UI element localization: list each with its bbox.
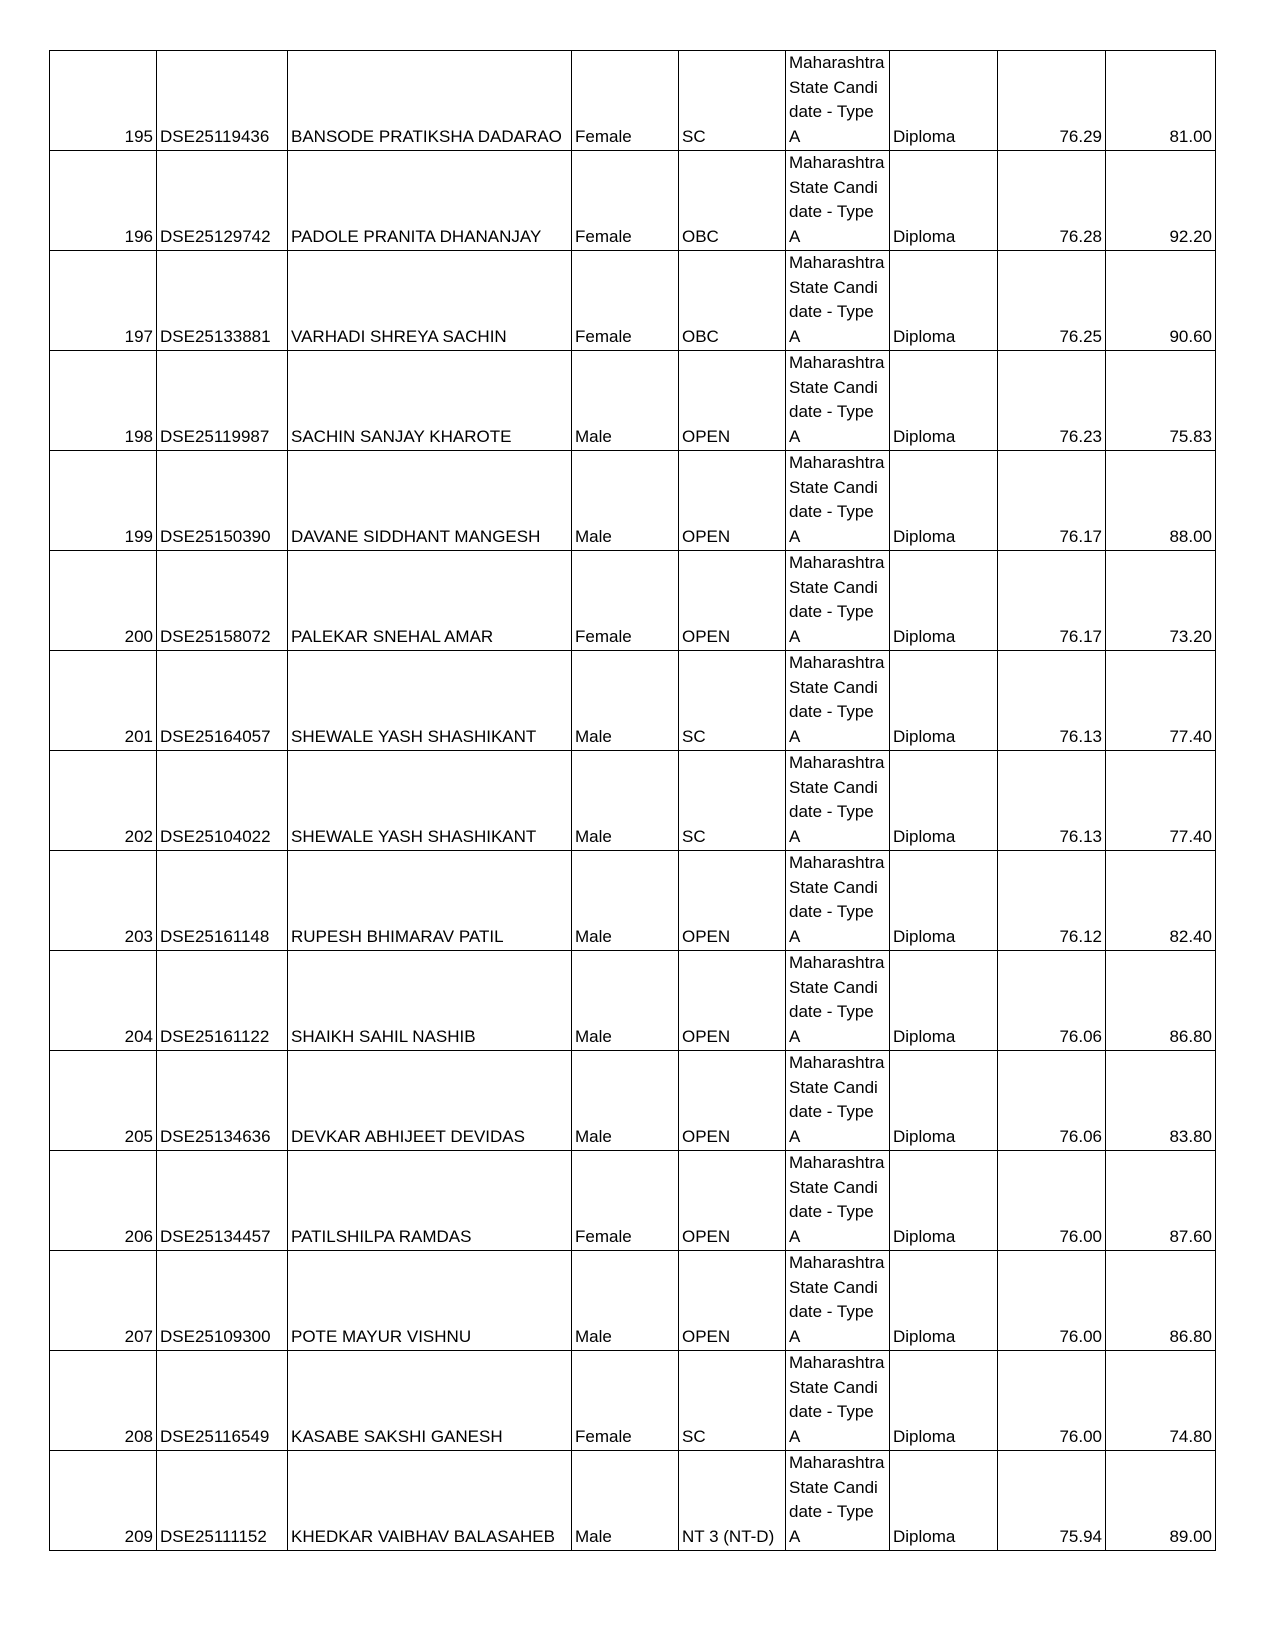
merit-score-cell: 76.17 xyxy=(998,551,1106,651)
candidature-type-cell: Maharashtra State Candidate - Type A xyxy=(786,351,890,451)
category-cell: OPEN xyxy=(679,351,786,451)
category-cell: SC xyxy=(679,651,786,751)
category-cell: SC xyxy=(679,51,786,151)
percentage-cell: 81.00 xyxy=(1106,51,1216,151)
table-row xyxy=(50,1451,1216,1551)
candidate-name-cell: POTE MAYUR VISHNU xyxy=(288,1251,572,1351)
serial-number-cell: 201 xyxy=(50,651,157,751)
qualification-cell: Diploma xyxy=(890,951,998,1051)
table-row xyxy=(50,1051,1216,1151)
table-body xyxy=(50,51,1216,1551)
candidature-type-cell: Maharashtra State Candidate - Type A xyxy=(786,751,890,851)
merit-score-cell: 76.00 xyxy=(998,1151,1106,1251)
candidate-name-cell: KASABE SAKSHI GANESH xyxy=(288,1351,572,1451)
merit-score-cell: 76.25 xyxy=(998,251,1106,351)
merit-score-cell: 76.29 xyxy=(998,51,1106,151)
candidature-type-cell: Maharashtra State Candidate - Type A xyxy=(786,451,890,551)
serial-number-cell: 209 xyxy=(50,1451,157,1551)
candidate-name-cell: BANSODE PRATIKSHA DADARAO xyxy=(288,51,572,151)
table-row xyxy=(50,551,1216,651)
category-cell: OPEN xyxy=(679,451,786,551)
percentage-cell: 83.80 xyxy=(1106,1051,1216,1151)
candidature-type-cell: Maharashtra State Candidate - Type A xyxy=(786,51,890,151)
serial-number-cell: 202 xyxy=(50,751,157,851)
candidate-name-cell: PATILSHILPA RAMDAS xyxy=(288,1151,572,1251)
category-cell: OPEN xyxy=(679,851,786,951)
percentage-cell: 73.20 xyxy=(1106,551,1216,651)
merit-score-cell: 76.12 xyxy=(998,851,1106,951)
application-id-cell: DSE25133881 xyxy=(157,251,288,351)
merit-score-cell: 76.13 xyxy=(998,651,1106,751)
table-row xyxy=(50,1151,1216,1251)
serial-number-cell: 195 xyxy=(50,51,157,151)
serial-number-cell: 206 xyxy=(50,1151,157,1251)
merit-score-cell: 76.13 xyxy=(998,751,1106,851)
table-row xyxy=(50,351,1216,451)
table-row xyxy=(50,751,1216,851)
table-row xyxy=(50,851,1216,951)
qualification-cell: Diploma xyxy=(890,651,998,751)
gender-cell: Female xyxy=(572,551,679,651)
merit-score-cell: 76.06 xyxy=(998,1051,1106,1151)
candidature-type-cell: Maharashtra State Candidate - Type A xyxy=(786,151,890,251)
serial-number-cell: 197 xyxy=(50,251,157,351)
qualification-cell: Diploma xyxy=(890,551,998,651)
serial-number-cell: 196 xyxy=(50,151,157,251)
table-row xyxy=(50,1351,1216,1451)
qualification-cell: Diploma xyxy=(890,451,998,551)
table-row xyxy=(50,951,1216,1051)
percentage-cell: 92.20 xyxy=(1106,151,1216,251)
table-row xyxy=(50,51,1216,151)
application-id-cell: DSE25150390 xyxy=(157,451,288,551)
gender-cell: Male xyxy=(572,451,679,551)
percentage-cell: 75.83 xyxy=(1106,351,1216,451)
candidature-type-cell: Maharashtra State Candidate - Type A xyxy=(786,251,890,351)
table-row xyxy=(50,251,1216,351)
application-id-cell: DSE25111152 xyxy=(157,1451,288,1551)
application-id-cell: DSE25119436 xyxy=(157,51,288,151)
table-row xyxy=(50,1251,1216,1351)
gender-cell: Male xyxy=(572,651,679,751)
candidate-name-cell: KHEDKAR VAIBHAV BALASAHEB xyxy=(288,1451,572,1551)
merit-score-cell: 76.23 xyxy=(998,351,1106,451)
table-row xyxy=(50,651,1216,751)
category-cell: OBC xyxy=(679,251,786,351)
table-row xyxy=(50,451,1216,551)
gender-cell: Male xyxy=(572,1451,679,1551)
serial-number-cell: 198 xyxy=(50,351,157,451)
qualification-cell: Diploma xyxy=(890,751,998,851)
candidate-name-cell: VARHADI SHREYA SACHIN xyxy=(288,251,572,351)
merit-score-cell: 76.17 xyxy=(998,451,1106,551)
candidate-name-cell: DEVKAR ABHIJEET DEVIDAS xyxy=(288,1051,572,1151)
application-id-cell: DSE25116549 xyxy=(157,1351,288,1451)
merit-score-cell: 76.00 xyxy=(998,1251,1106,1351)
qualification-cell: Diploma xyxy=(890,51,998,151)
candidate-name-cell: SHEWALE YASH SHASHIKANT xyxy=(288,751,572,851)
serial-number-cell: 204 xyxy=(50,951,157,1051)
percentage-cell: 86.80 xyxy=(1106,1251,1216,1351)
application-id-cell: DSE25134457 xyxy=(157,1151,288,1251)
application-id-cell: DSE25109300 xyxy=(157,1251,288,1351)
candidate-name-cell: PADOLE PRANITA DHANANJAY xyxy=(288,151,572,251)
serial-number-cell: 203 xyxy=(50,851,157,951)
gender-cell: Female xyxy=(572,1151,679,1251)
percentage-cell: 88.00 xyxy=(1106,451,1216,551)
qualification-cell: Diploma xyxy=(890,251,998,351)
merit-score-cell: 76.00 xyxy=(998,1351,1106,1451)
category-cell: OBC xyxy=(679,151,786,251)
percentage-cell: 77.40 xyxy=(1106,651,1216,751)
candidature-type-cell: Maharashtra State Candidate - Type A xyxy=(786,551,890,651)
percentage-cell: 77.40 xyxy=(1106,751,1216,851)
candidature-type-cell: Maharashtra State Candidate - Type A xyxy=(786,1051,890,1151)
category-cell: OPEN xyxy=(679,551,786,651)
application-id-cell: DSE25161122 xyxy=(157,951,288,1051)
category-cell: OPEN xyxy=(679,1251,786,1351)
gender-cell: Female xyxy=(572,151,679,251)
candidate-name-cell: SHEWALE YASH SHASHIKANT xyxy=(288,651,572,751)
gender-cell: Male xyxy=(572,751,679,851)
candidature-type-cell: Maharashtra State Candidate - Type A xyxy=(786,651,890,751)
gender-cell: Female xyxy=(572,1351,679,1451)
candidate-name-cell: RUPESH BHIMARAV PATIL xyxy=(288,851,572,951)
candidate-name-cell: PALEKAR SNEHAL AMAR xyxy=(288,551,572,651)
candidate-name-cell: SHAIKH SAHIL NASHIB xyxy=(288,951,572,1051)
percentage-cell: 89.00 xyxy=(1106,1451,1216,1551)
percentage-cell: 82.40 xyxy=(1106,851,1216,951)
application-id-cell: DSE25134636 xyxy=(157,1051,288,1151)
candidature-type-cell: Maharashtra State Candidate - Type A xyxy=(786,1251,890,1351)
category-cell: SC xyxy=(679,751,786,851)
percentage-cell: 87.60 xyxy=(1106,1151,1216,1251)
application-id-cell: DSE25161148 xyxy=(157,851,288,951)
qualification-cell: Diploma xyxy=(890,851,998,951)
candidature-type-cell: Maharashtra State Candidate - Type A xyxy=(786,1151,890,1251)
qualification-cell: Diploma xyxy=(890,1051,998,1151)
gender-cell: Male xyxy=(572,1051,679,1151)
merit-score-cell: 76.06 xyxy=(998,951,1106,1051)
qualification-cell: Diploma xyxy=(890,1251,998,1351)
candidate-name-cell: DAVANE SIDDHANT MANGESH xyxy=(288,451,572,551)
candidature-type-cell: Maharashtra State Candidate - Type A xyxy=(786,1451,890,1551)
gender-cell: Male xyxy=(572,851,679,951)
category-cell: OPEN xyxy=(679,951,786,1051)
qualification-cell: Diploma xyxy=(890,1151,998,1251)
merit-score-cell: 76.28 xyxy=(998,151,1106,251)
merit-list-table xyxy=(49,50,1216,1551)
gender-cell: Male xyxy=(572,1251,679,1351)
serial-number-cell: 205 xyxy=(50,1051,157,1151)
category-cell: OPEN xyxy=(679,1051,786,1151)
serial-number-cell: 199 xyxy=(50,451,157,551)
serial-number-cell: 207 xyxy=(50,1251,157,1351)
candidate-name-cell: SACHIN SANJAY KHAROTE xyxy=(288,351,572,451)
qualification-cell: Diploma xyxy=(890,1351,998,1451)
percentage-cell: 86.80 xyxy=(1106,951,1216,1051)
serial-number-cell: 208 xyxy=(50,1351,157,1451)
serial-number-cell: 200 xyxy=(50,551,157,651)
application-id-cell: DSE25158072 xyxy=(157,551,288,651)
gender-cell: Male xyxy=(572,351,679,451)
candidature-type-cell: Maharashtra State Candidate - Type A xyxy=(786,1351,890,1451)
application-id-cell: DSE25164057 xyxy=(157,651,288,751)
candidature-type-cell: Maharashtra State Candidate - Type A xyxy=(786,951,890,1051)
application-id-cell: DSE25104022 xyxy=(157,751,288,851)
category-cell: NT 3 (NT-D) xyxy=(679,1451,786,1551)
percentage-cell: 90.60 xyxy=(1106,251,1216,351)
qualification-cell: Diploma xyxy=(890,351,998,451)
qualification-cell: Diploma xyxy=(890,151,998,251)
gender-cell: Female xyxy=(572,51,679,151)
gender-cell: Female xyxy=(572,251,679,351)
merit-score-cell: 75.94 xyxy=(998,1451,1106,1551)
application-id-cell: DSE25119987 xyxy=(157,351,288,451)
candidature-type-cell: Maharashtra State Candidate - Type A xyxy=(786,851,890,951)
percentage-cell: 74.80 xyxy=(1106,1351,1216,1451)
application-id-cell: DSE25129742 xyxy=(157,151,288,251)
table-row xyxy=(50,151,1216,251)
category-cell: OPEN xyxy=(679,1151,786,1251)
qualification-cell: Diploma xyxy=(890,1451,998,1551)
gender-cell: Male xyxy=(572,951,679,1051)
category-cell: SC xyxy=(679,1351,786,1451)
